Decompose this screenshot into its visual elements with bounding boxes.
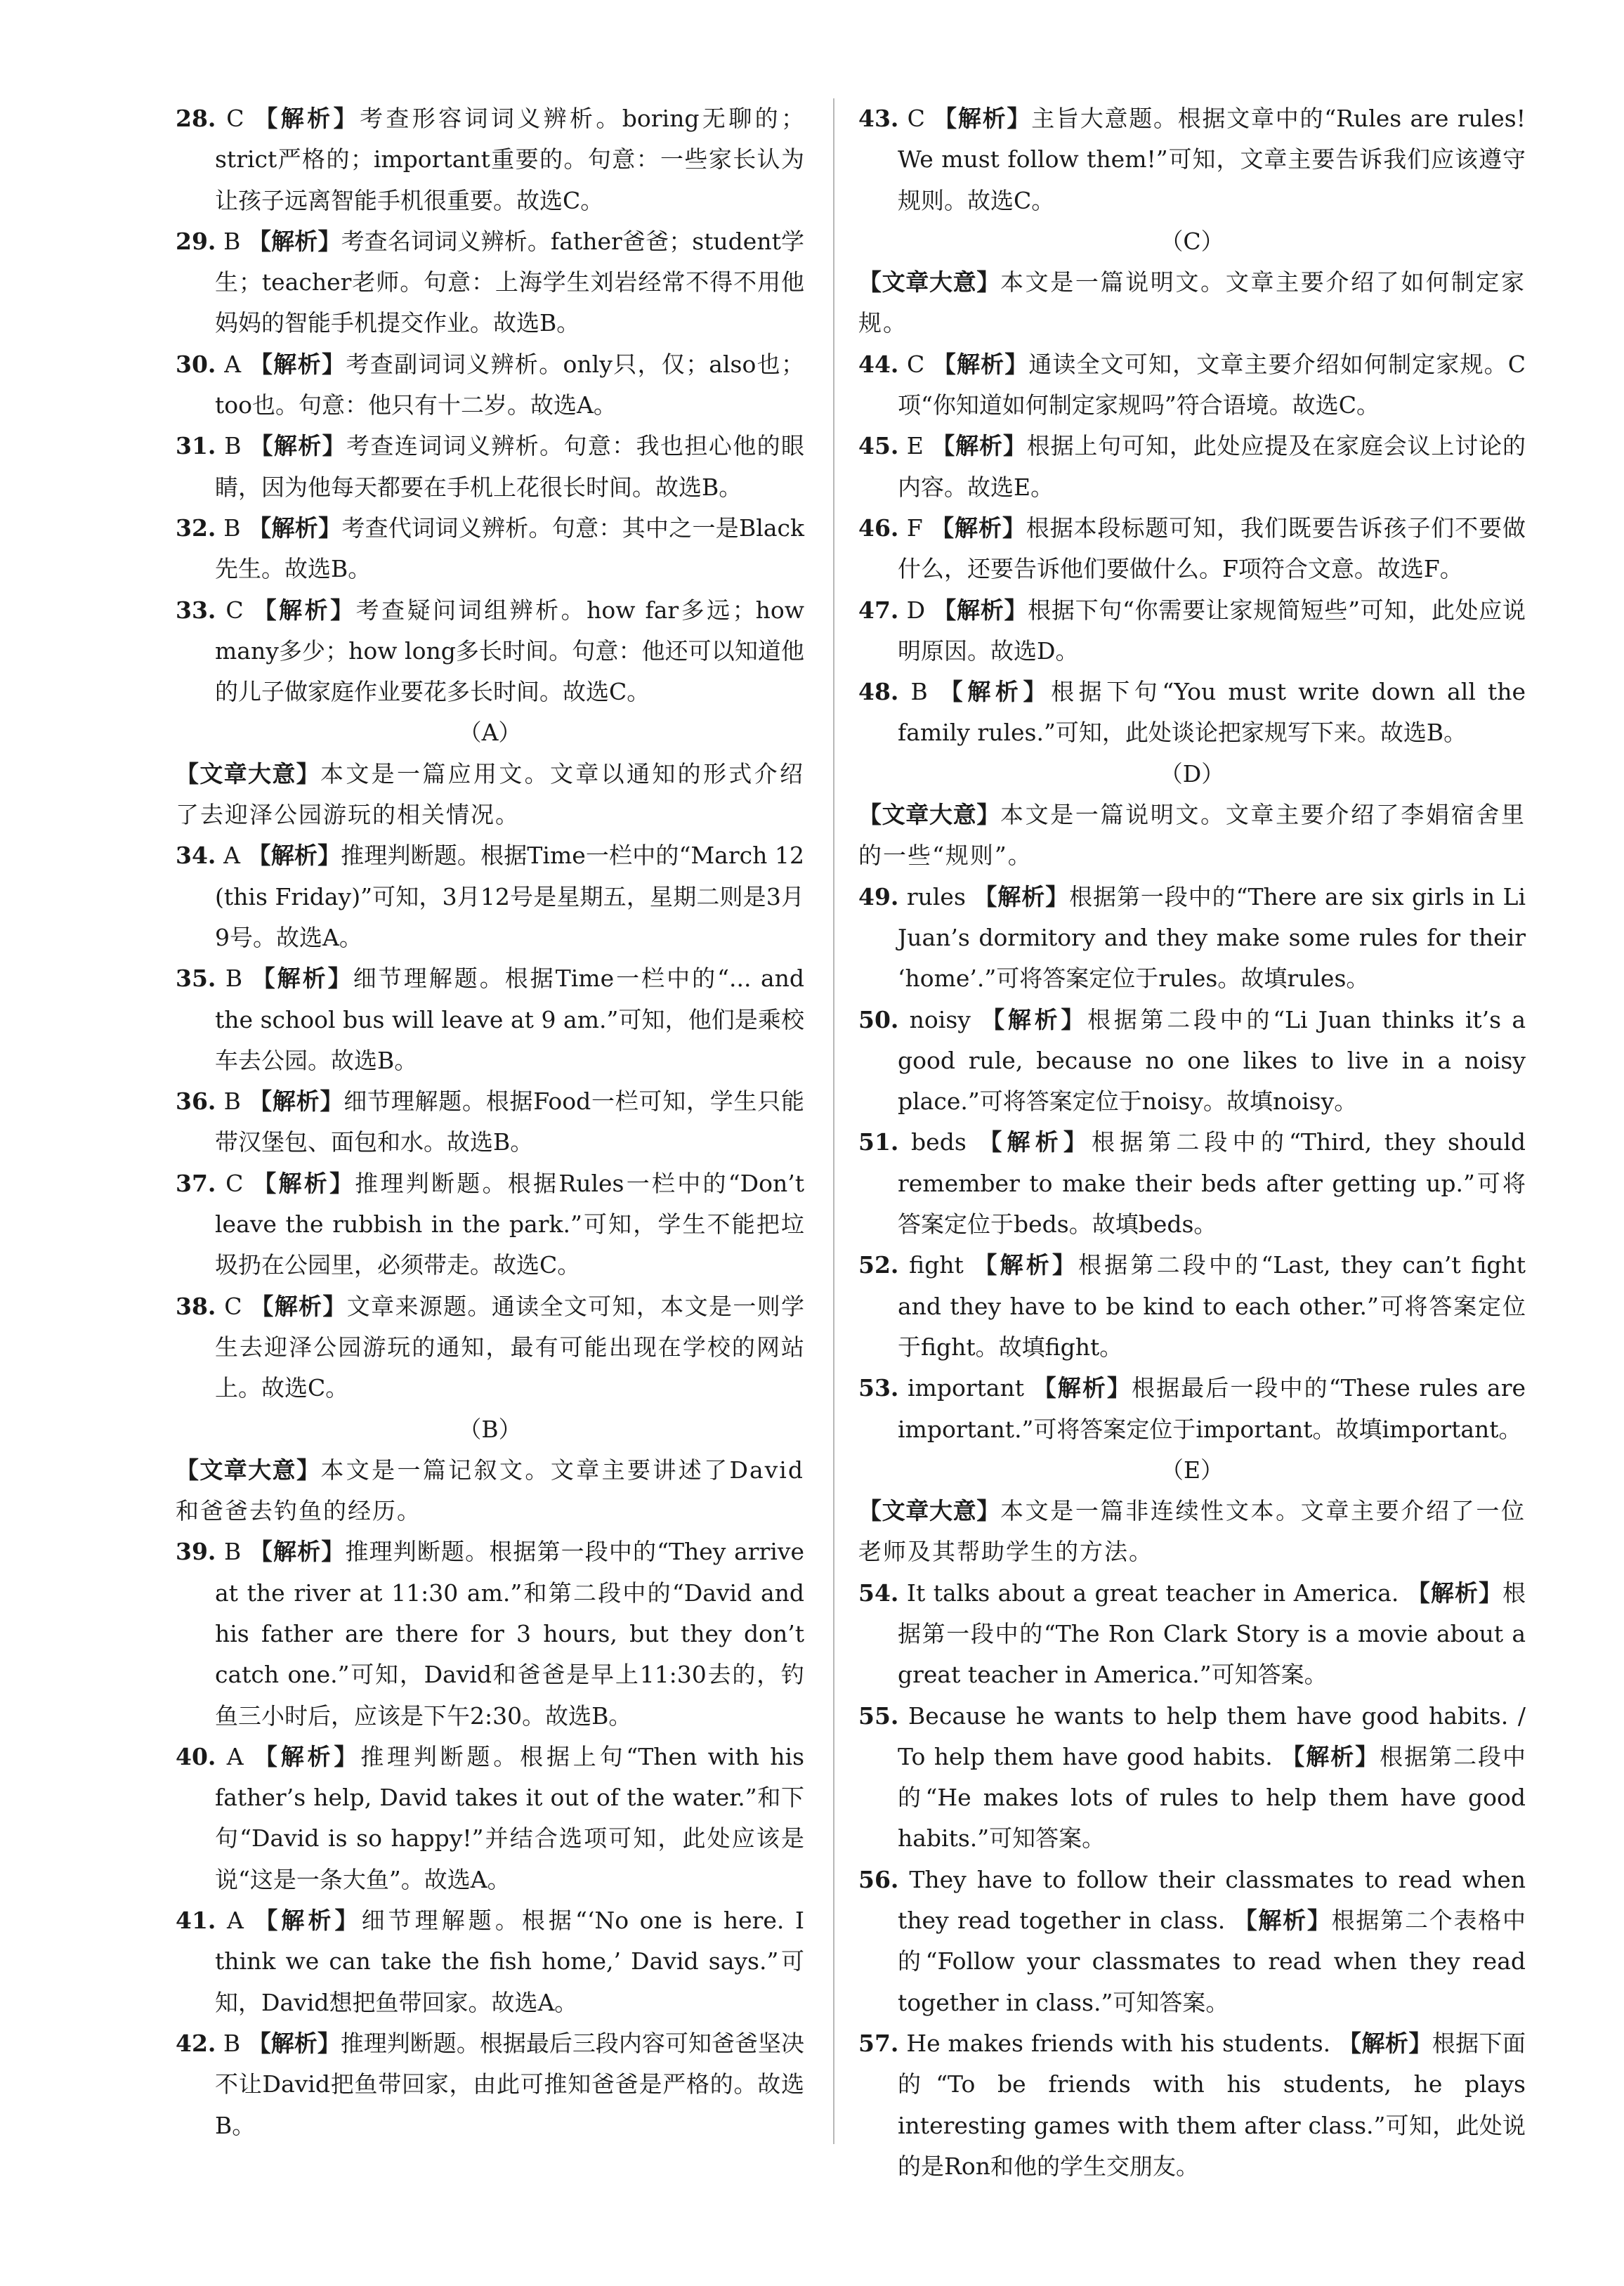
item-number: 51. <box>858 1128 899 1156</box>
analysis-tag: 【解析】 <box>250 1292 347 1320</box>
item-explanation: 根据第一段中的“There are six girls in Li Juan’s dormitory and they make some rules for their ‘home’.”可将答案定位于rules。故填rules。 <box>898 882 1526 993</box>
answer-item-43 <box>858 98 1526 221</box>
item-number: 52. <box>858 1251 899 1279</box>
item-explanation: 根据上句可知，此处应提及在家庭会议上讨论的内容。故选E。 <box>898 432 1526 501</box>
section-heading-d: （D） <box>1159 759 1225 788</box>
item-explanation: 根据第一段中的“The Ron Clark Story is a movie about a great teacher in America.”可知答案。 <box>898 1579 1526 1689</box>
item-explanation: 根据第二段中的“Last, they can’t fight and they have to be kind to each other.”可将答案定位于fight。故填fight。 <box>898 1251 1526 1361</box>
item-answer: beds <box>898 1128 979 1156</box>
item-answer: fight <box>898 1251 974 1279</box>
answer-item-57 <box>858 2023 1526 2187</box>
item-explanation: 考查代词词义辨析。句意：其中之一是Black先生。故选B。 <box>215 514 804 583</box>
answer-item-55 <box>858 1696 1526 1860</box>
summary-text: 本文是一篇应用文。文章以通知的形式介绍了去迎泽公园游玩的相关情况。 <box>176 759 804 829</box>
item-explanation: 考查形容词词义辨析。boring无聊的；strict严格的；important重要的。句意：一些家长认为让孩子远离智能手机很重要。故选C。 <box>215 105 805 214</box>
item-number: 46. <box>858 514 899 542</box>
item-number: 45. <box>858 432 899 460</box>
answer-item-32 <box>176 508 804 590</box>
analysis-tag: 【解析】 <box>249 432 346 460</box>
item-explanation: 根据第二个表格中的“Follow your classmates to read when they read together in class.”可知答案。 <box>898 1907 1526 2016</box>
item-answer: important <box>898 1374 1033 1402</box>
item-number: 42. <box>176 2029 216 2057</box>
summary-text: 本文是一篇记叙文。文章主要讲述了David和爸爸去钓鱼的经历。 <box>176 1456 804 1525</box>
answer-item-39 <box>176 1531 804 1736</box>
analysis-tag: 【解析】 <box>247 227 341 255</box>
item-number: 43. <box>858 105 899 132</box>
analysis-tag: 【解析】 <box>981 1005 1088 1033</box>
answer-item-56 <box>858 1860 1526 2023</box>
analysis-tag: 【解析】 <box>931 432 1027 460</box>
item-number: 56. <box>858 1865 899 1893</box>
item-explanation: 推理判断题。根据Time一栏中的“March 12 (this Friday)”可知，3月12号是星期五，星期二则是3月9号。故选A。 <box>215 842 805 951</box>
answer-item-31 <box>176 426 804 508</box>
item-explanation: 细节理解题。根据Time一栏中的“... and the school bus will leave at 9 am.”可知，他们是乘校车去公园。故选B。 <box>215 965 804 1074</box>
item-number: 47. <box>858 596 899 624</box>
right-column <box>858 98 1526 2187</box>
item-number: 55. <box>858 1702 899 1730</box>
section-summary-c <box>858 262 1526 344</box>
analysis-tag: 【解析】 <box>253 596 356 624</box>
analysis-tag: 【解析】 <box>933 596 1028 624</box>
item-explanation: 文章来源题。通读全文可知，本文是一则学生去迎泽公园游玩的通知，最有可能出现在学校的网站上。故选C。 <box>215 1292 805 1402</box>
item-answer: D <box>898 596 934 624</box>
item-answer: C <box>898 350 933 378</box>
item-number: 54. <box>858 1579 899 1607</box>
analysis-tag: 【解析】 <box>253 1169 355 1197</box>
item-answer: A <box>216 842 248 870</box>
item-explanation: 通读全文可知，文章主要介绍如何制定家规。C项“你知道如何制定家规吗”符合语境。故选C。 <box>898 350 1526 419</box>
item-answer: C <box>216 105 255 132</box>
item-number: 37. <box>176 1169 216 1197</box>
item-explanation: 考查疑问词组辨析。how far多远；how many多少；how long多长时间。句意：他还可以知道他的儿子做家庭作业要花多长时间。故选C。 <box>215 596 805 706</box>
item-explanation: 推理判断题。根据第一段中的“They arrive at the river at 11:30 am.”和第二段中的“David and his father are there for 3 hours, but they don’t catch one.”可知，David和爸爸是早上11:30去的，钓鱼三小时后，应该是下午2:30。故选B。 <box>215 1538 805 1730</box>
item-answer: noisy <box>898 1005 982 1033</box>
item-explanation: 推理判断题。根据最后三段内容可知爸爸坚决不让David把鱼带回家，由此可推知爸爸是严格的。故选B。 <box>215 2029 805 2139</box>
analysis-tag: 【解析】 <box>1338 2029 1432 2057</box>
analysis-tag: 【解析】 <box>978 1128 1092 1156</box>
item-explanation: 根据下面的“To be friends with his students, he plays interesting games with them after class.”可知，此处说的是Ron和他的学生交朋友。 <box>898 2029 1526 2180</box>
section-summary-a <box>176 754 804 836</box>
analysis-tag: 【解析】 <box>932 350 1029 378</box>
answer-item-53 <box>858 1368 1526 1450</box>
summary-tag: 【文章大意】 <box>858 268 1000 296</box>
analysis-tag: 【解析】 <box>934 105 1032 132</box>
item-number: 34. <box>176 842 216 870</box>
analysis-tag: 【解析】 <box>249 1088 344 1116</box>
analysis-tag: 【解析】 <box>251 965 353 993</box>
item-number: 53. <box>858 1374 899 1402</box>
answer-item-36 <box>176 1081 804 1163</box>
answer-item-50 <box>858 1000 1526 1123</box>
answer-item-29 <box>176 221 804 344</box>
item-answer: C <box>216 596 254 624</box>
item-number: 38. <box>176 1292 216 1320</box>
item-answer: A <box>216 1742 254 1770</box>
analysis-tag: 【解析】 <box>974 1251 1079 1279</box>
item-number: 29. <box>176 227 216 255</box>
item-answer: He makes friends with his students. <box>898 2029 1339 2057</box>
answer-item-38 <box>176 1286 804 1409</box>
analysis-tag: 【解析】 <box>249 350 346 378</box>
item-explanation: 根据下句“你需要让家规简短些”可知，此处应说明原因。故选D。 <box>898 596 1526 665</box>
section-heading-c: （C） <box>1160 227 1224 255</box>
answer-item-52 <box>858 1245 1526 1368</box>
item-answer: A <box>216 1907 255 1935</box>
answer-item-41 <box>176 1900 804 2023</box>
item-number: 36. <box>176 1088 216 1116</box>
answer-item-46 <box>858 508 1526 590</box>
summary-tag: 【文章大意】 <box>176 759 320 788</box>
item-explanation: 考查副词词义辨析。only只，仅；also也；too也。句意：他只有十二岁。故选A。 <box>215 350 805 419</box>
section-summary-b <box>176 1450 804 1532</box>
answer-item-37 <box>176 1163 804 1286</box>
item-answer: C <box>216 1292 251 1320</box>
analysis-tag: 【解析】 <box>247 842 341 870</box>
item-explanation: 根据下句“You must write down all the family rules.”可知，此处谈论把家规写下来。故选B。 <box>898 678 1526 747</box>
item-answer: They have to follow their classmates to read when they read together in class. <box>898 1865 1526 1935</box>
item-explanation: 根据本段标题可知，我们既要告诉孩子们不要做什么，还要告诉他们要做什么。F项符合文意。故选F。 <box>898 514 1526 583</box>
answer-item-34 <box>176 835 804 958</box>
item-number: 44. <box>858 350 899 378</box>
analysis-tag: 【解析】 <box>1281 1742 1380 1770</box>
summary-tag: 【文章大意】 <box>858 1497 1000 1525</box>
item-explanation: 根据最后一段中的“These rules are important.”可将答案定位于important。故填important。 <box>898 1374 1526 1443</box>
section-heading-e: （E） <box>1160 1456 1224 1484</box>
summary-tag: 【文章大意】 <box>176 1456 321 1484</box>
item-answer: C <box>898 105 934 132</box>
item-explanation: 考查连词词义辨析。句意：我也担心他的眼睛，因为他每天都要在手机上花很长时间。故选B。 <box>215 432 805 501</box>
analysis-tag: 【解析】 <box>1406 1579 1502 1607</box>
item-explanation: 推理判断题。根据Rules一栏中的“Don’t leave the rubbish in the park.”可知，学生不能把垃圾扔在公园里，必须带走。故选C。 <box>215 1169 805 1279</box>
summary-tag: 【文章大意】 <box>858 801 1000 829</box>
item-answer: B <box>898 678 940 706</box>
answer-item-30 <box>176 344 804 426</box>
answer-item-49 <box>858 877 1526 1000</box>
item-number: 31. <box>176 432 216 460</box>
item-number: 39. <box>176 1538 216 1566</box>
item-answer: Because he wants to help them have good habits. / To help them have good habits. <box>898 1702 1526 1770</box>
analysis-tag: 【解析】 <box>249 1538 346 1566</box>
answer-item-51 <box>858 1122 1526 1245</box>
item-number: 57. <box>858 2029 899 2057</box>
item-answer: rules <box>898 882 974 910</box>
item-answer: F <box>898 514 931 542</box>
item-explanation: 细节理解题。根据Food一栏可知，学生只能带汉堡包、面包和水。故选B。 <box>215 1088 805 1156</box>
item-answer: B <box>216 2029 248 2057</box>
item-number: 40. <box>176 1742 216 1770</box>
item-explanation: 根据第二段中的“Third, they should remember to make their beds after getting up.”可将答案定位于beds。故填beds。 <box>898 1128 1526 1239</box>
answer-item-48 <box>858 672 1526 754</box>
analysis-tag: 【解析】 <box>248 514 342 542</box>
analysis-tag: 【解析】 <box>254 1742 361 1770</box>
item-number: 49. <box>858 882 899 910</box>
answer-item-54 <box>858 1573 1526 1696</box>
analysis-tag: 【解析】 <box>974 882 1070 910</box>
answer-item-33 <box>176 590 804 713</box>
section-heading-b: （B） <box>458 1415 522 1443</box>
item-number: 32. <box>176 514 216 542</box>
summary-text: 本文是一篇说明文。文章主要介绍了李娟宿舍里的一些“规则”。 <box>858 801 1526 870</box>
answer-item-47 <box>858 590 1526 672</box>
summary-text: 本文是一篇说明文。文章主要介绍了如何制定家规。 <box>858 268 1526 337</box>
item-answer: A <box>216 350 249 378</box>
item-number: 50. <box>858 1005 899 1033</box>
item-answer: It talks about a great teacher in America. <box>898 1579 1407 1607</box>
analysis-tag: 【解析】 <box>247 2029 341 2057</box>
item-answer: E <box>898 432 932 460</box>
answer-item-35 <box>176 958 804 1081</box>
left-column <box>176 98 804 2146</box>
item-answer: B <box>216 227 248 255</box>
analysis-tag: 【解析】 <box>254 105 360 132</box>
section-heading-a: （A） <box>458 719 522 747</box>
summary-text: 本文是一篇非连续性文本。文章主要介绍了一位老师及其帮助学生的方法。 <box>858 1497 1526 1566</box>
section-summary-e <box>858 1491 1526 1573</box>
analysis-tag: 【解析】 <box>931 514 1026 542</box>
item-number: 41. <box>176 1907 216 1935</box>
item-number: 28. <box>176 105 216 132</box>
item-explanation: 根据第二段中的“Li Juan thinks it’s a good rule, because no one likes to live in a noisy place.”可将答案定位于noisy。故填noisy。 <box>898 1005 1526 1116</box>
answer-item-40 <box>176 1737 804 1900</box>
item-answer: C <box>216 1169 254 1197</box>
item-answer: B <box>216 1538 249 1566</box>
item-answer: B <box>216 432 250 460</box>
analysis-tag: 【解析】 <box>939 678 1052 706</box>
answer-item-28 <box>176 98 804 221</box>
answer-item-45 <box>858 426 1526 508</box>
item-answer: B <box>216 965 252 993</box>
item-explanation: 细节理解题。根据“‘No one is here. I think we can take the fish home,’ David says.”可知，David想把鱼带回家。故选A。 <box>215 1907 805 2016</box>
item-explanation: 推理判断题。根据上句“Then with his father’s help, David takes it out of the water.”和下句“David is so happy!”并结合选项可知，此处应该是说“这是一条大鱼”。故选A。 <box>215 1742 805 1893</box>
item-answer: B <box>216 514 249 542</box>
item-explanation: 根据第二段中的“He makes lots of rules to help them have good habits.”可知答案。 <box>898 1742 1526 1853</box>
section-summary-d <box>858 795 1526 877</box>
item-number: 35. <box>176 965 216 993</box>
answer-item-44 <box>858 344 1526 426</box>
item-answer: B <box>216 1088 249 1116</box>
column-divider <box>833 98 834 2144</box>
analysis-tag: 【解析】 <box>1233 1907 1332 1935</box>
item-explanation: 考查名词词义辨析。father爸爸；student学生；teacher老师。句意：上海学生刘岩经常不得不用他妈妈的智能手机提交作业。故选B。 <box>215 227 805 337</box>
item-number: 30. <box>176 350 216 378</box>
item-number: 33. <box>176 596 216 624</box>
answer-item-42 <box>176 2023 804 2146</box>
analysis-tag: 【解析】 <box>254 1907 362 1935</box>
item-explanation: 主旨大意题。根据文章中的“Rules are rules! We must follow them!”可知，文章主要告诉我们应该遵守规则。故选C。 <box>898 105 1526 214</box>
analysis-tag: 【解析】 <box>1033 1374 1132 1402</box>
item-number: 48. <box>858 678 899 706</box>
